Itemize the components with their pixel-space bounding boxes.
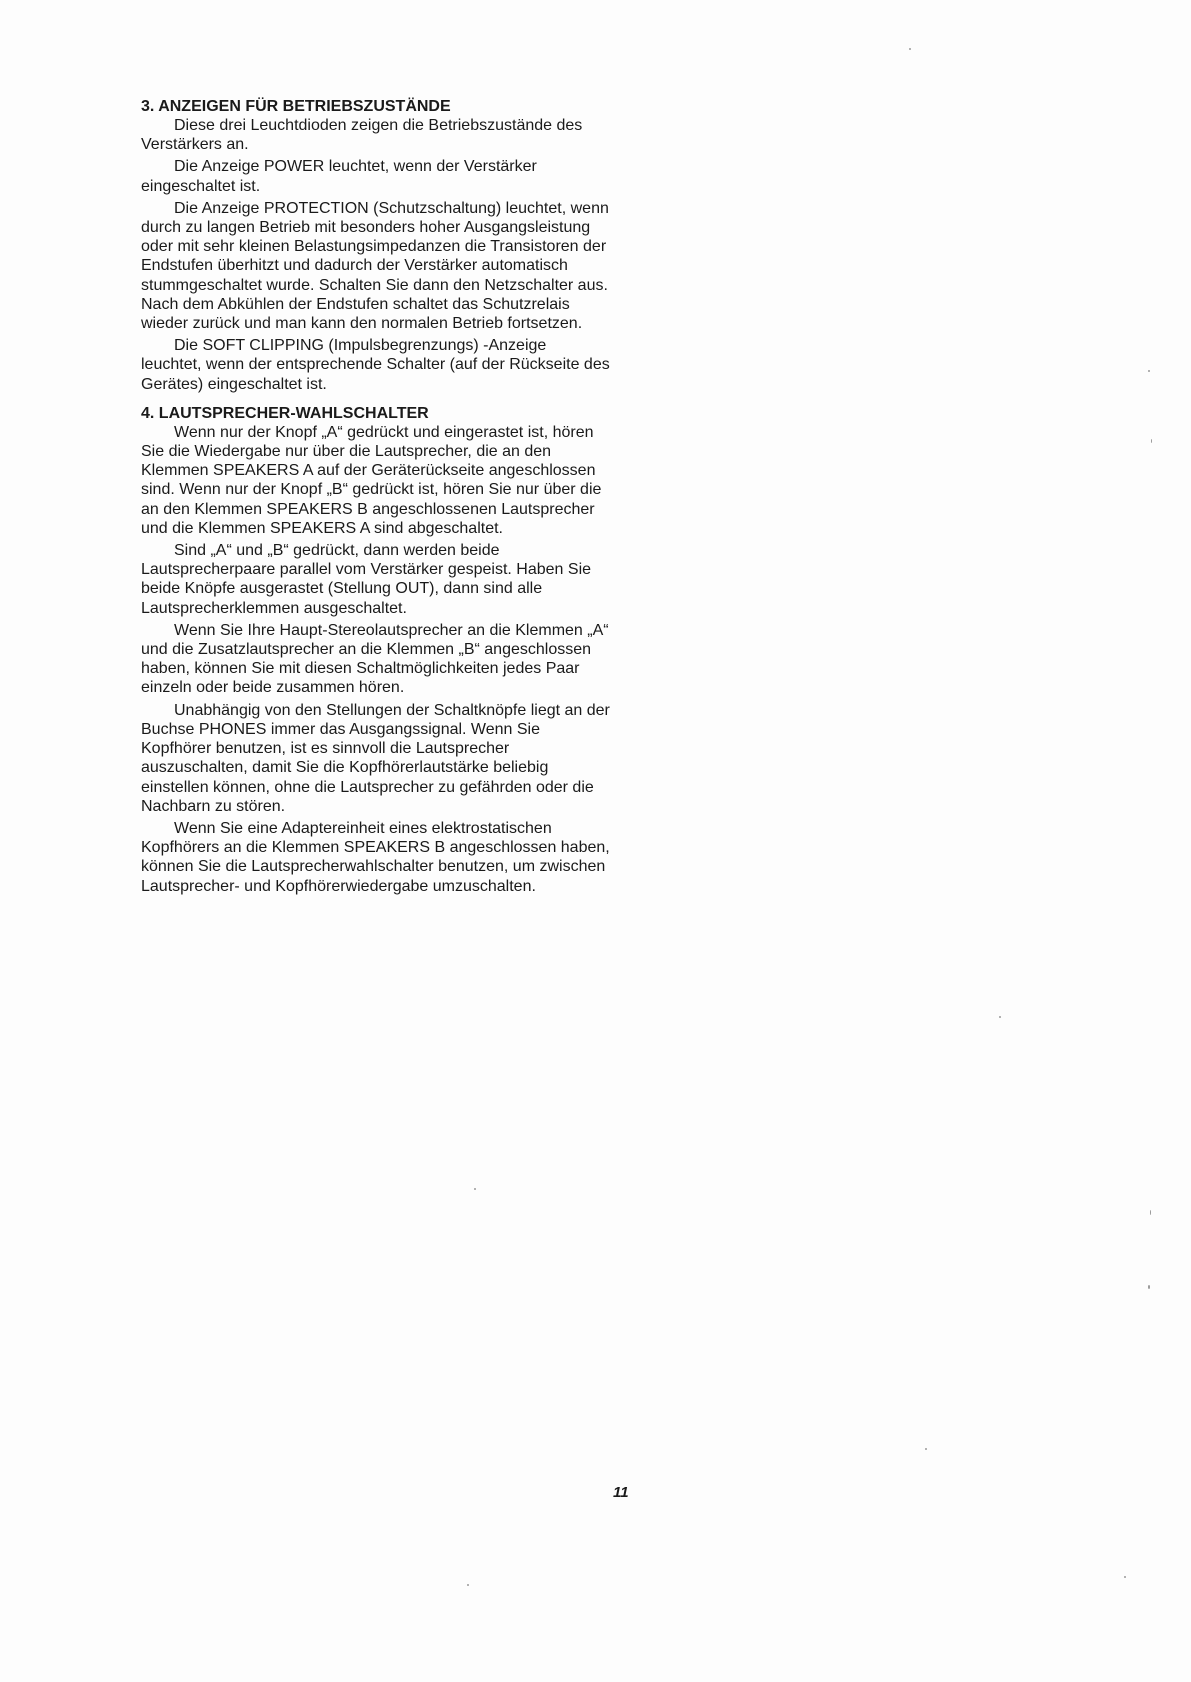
paragraph: Diese drei Leuchtdioden zeigen die Betriebszustände des Verstärkers an. bbox=[141, 117, 583, 154]
scan-speck bbox=[1150, 1210, 1151, 1215]
paragraph: Unabhängig von den Stellungen der Schaltknöpfe liegt an der Buchse PHONES immer das Ausgangssignal. Wenn Sie Kopfhörer benutzen, ist es sinnvoll die Lautsprecher auszuschalten, damit Sie die Kopfhörerlautstärke beliebig einstellen können, ohne die Lautsprecher zu gefährden oder die Nachbarn zu stören. bbox=[141, 701, 610, 815]
text-column bbox=[141, 97, 611, 906]
scan-speck bbox=[909, 48, 911, 50]
section-heading: 3. ANZEIGEN FÜR BETRIEBSZUSTÄNDE bbox=[141, 98, 451, 115]
paragraph: Wenn nur der Knopf „A“ gedrückt und eingerastet ist, hören Sie die Wiedergabe nur über die Lautsprecher, die an den Klemmen SPEAKERS A auf der Geräterückseite angeschlossen sind. Wenn nur der Knopf „B“ gedrückt ist, hören Sie nur über die an den Klemmen SPEAKERS B angeschlossenen Lautsprecher und die Klemmen SPEAKERS A sind abgeschaltet. bbox=[141, 423, 602, 537]
scan-speck bbox=[474, 1188, 476, 1190]
paragraph: Sind „A“ und „B“ gedrückt, dann werden beide Lautsprecherpaare parallel vom Verstärker gespeist. Haben Sie beide Knöpfe ausgerastet (Stellung OUT), dann sind alle Lautsprecherklemmen ausgeschaltet. bbox=[141, 542, 592, 617]
scan-speck bbox=[999, 1016, 1001, 1018]
page-number: 11 bbox=[613, 1484, 629, 1501]
paragraph: Wenn Sie Ihre Haupt-Stereolautsprecher an die Klemmen „A“ und die Zusatzlautsprecher an die Klemmen „B“ angeschlossen haben, können Sie mit diesen Schaltmöglichkeiten jedes Paar einzeln oder beide zusammen hören. bbox=[141, 621, 609, 697]
paragraph: Wenn Sie eine Adaptereinheit eines elektrostatischen Kopfhörers an die Klemmen SPEAKERS B angeschlossen haben, können Sie die Lautsprecherwahlschalter benutzen, um zwischen Lautsprecher- und Kopfhörerwiedergabe umzuschalten. bbox=[141, 819, 610, 895]
section-speaker-selector bbox=[141, 404, 611, 896]
paragraph: Die SOFT CLIPPING (Impulsbegrenzungs) -Anzeige leuchtet, wenn der entsprechende Schalter (auf der Rückseite des Gerätes) eingeschaltet ist. bbox=[141, 337, 610, 393]
paragraph: Die Anzeige POWER leuchtet, wenn der Verstärker eingeschaltet ist. bbox=[141, 158, 537, 195]
scan-speck bbox=[1151, 439, 1152, 443]
scan-speck bbox=[467, 1584, 469, 1586]
scan-speck bbox=[1124, 1576, 1126, 1578]
paragraph: Die Anzeige PROTECTION (Schutzschaltung) leuchtet, wenn durch zu langen Betrieb mit besonders hoher Ausgangsleistung oder mit sehr kleinen Belastungsimpedanzen die Transistoren der Endstufen überhitzt und dadurch der Verstärker automatisch stummgeschaltet wurde. Schalten Sie dann den Netzschalter aus. Nach dem Abkühlen der Endstufen schaltet das Schutzrelais wieder zurück und man kann den normalen Betrieb fortsetzen. bbox=[141, 199, 609, 333]
section-status-indicators bbox=[141, 97, 611, 394]
section-heading: 4. LAUTSPRECHER-WAHLSCHALTER bbox=[141, 404, 429, 422]
scan-speck bbox=[1148, 1285, 1150, 1289]
scan-speck bbox=[925, 1448, 927, 1450]
scan-speck bbox=[1148, 370, 1150, 372]
